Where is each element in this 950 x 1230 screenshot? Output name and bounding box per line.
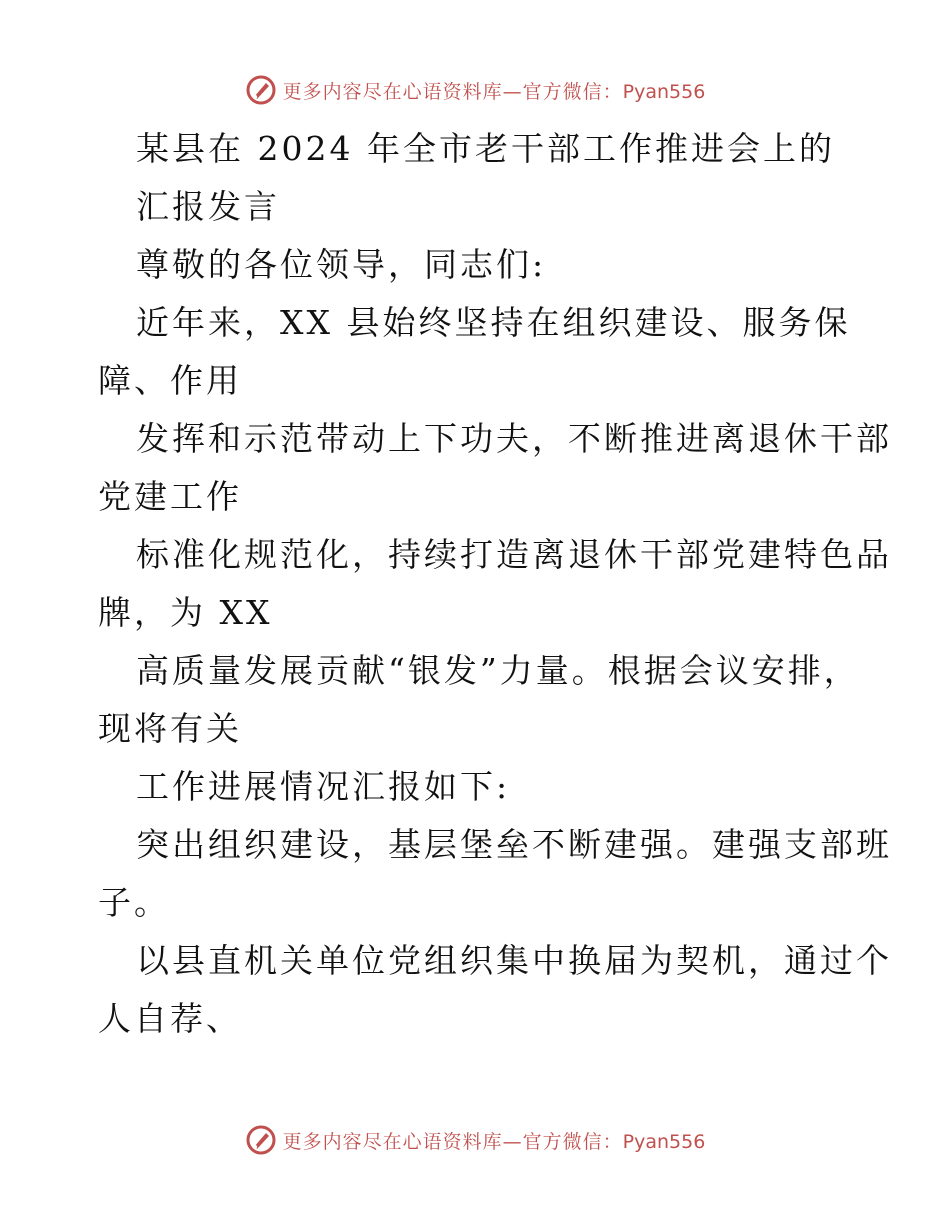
footer-watermark-banner <box>0 1120 950 1160</box>
pen-nib-logo-icon <box>245 1124 277 1156</box>
watermark-text: 更多内容尽在心语资料库—官方微信：Pyan556 <box>282 80 706 103</box>
paragraph-line: 尊敬的各位领导，同志们: <box>136 245 547 284</box>
paragraph-line: 牌，为 XX <box>98 593 273 632</box>
paragraph-line: 标准化规范化，持续打造离退休干部党建特色品 <box>136 535 892 574</box>
paragraph-line: 高质量发展贡献“银发”力量。根据会议安排， <box>136 651 860 690</box>
paragraph-line: 汇报发言 <box>136 187 280 226</box>
paragraph-line: 发挥和示范带动上下功夫，不断推进离退休干部 <box>136 419 892 458</box>
paragraph-line: 现将有关 <box>98 709 242 748</box>
header-watermark-banner <box>0 70 950 110</box>
paragraph-line: 某县在 2024 年全市老干部工作推进会上的 <box>136 129 835 168</box>
watermark-text: 更多内容尽在心语资料库—官方微信：Pyan556 <box>282 1130 706 1153</box>
paragraph-line: 突出组织建设，基层堡垒不断建强。建强支部班 <box>136 825 892 864</box>
pen-nib-logo-icon <box>245 74 277 106</box>
paragraph-line: 人自荐、 <box>98 999 242 1038</box>
paragraph-line: 子。 <box>98 883 170 922</box>
document-body <box>98 120 892 1048</box>
paragraph-line: 障、作用 <box>98 361 242 400</box>
paragraph-line: 工作进展情况汇报如下: <box>136 767 511 806</box>
paragraph-line: 近年来，XX 县始终坚持在组织建设、服务保 <box>136 303 851 342</box>
paragraph-line: 党建工作 <box>98 477 242 516</box>
paragraph-line: 以县直机关单位党组织集中换届为契机，通过个 <box>136 941 892 980</box>
